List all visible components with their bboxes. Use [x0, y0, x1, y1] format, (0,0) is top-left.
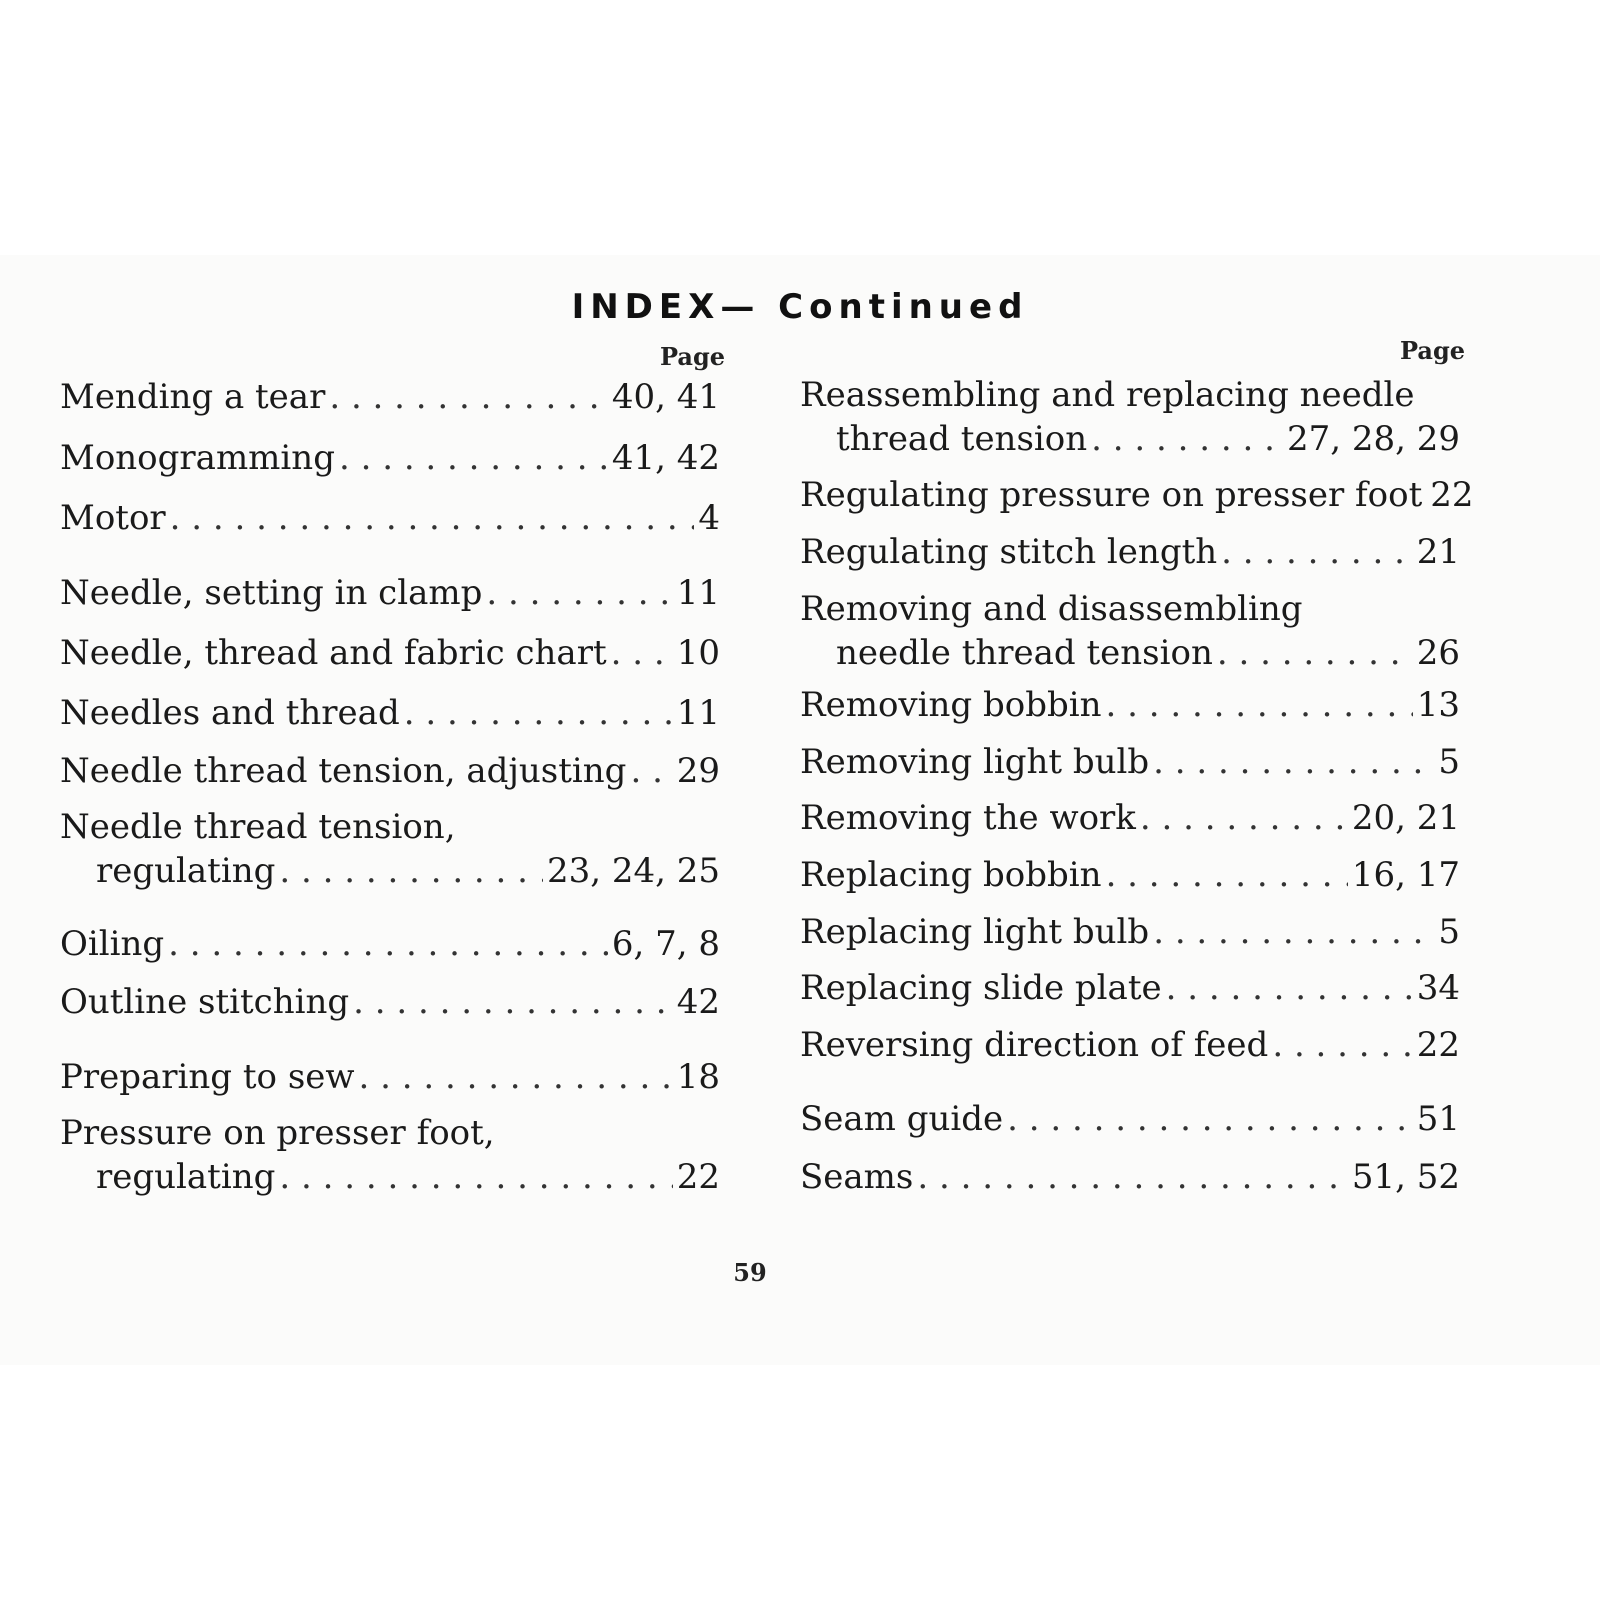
index-entry	[60, 924, 720, 971]
leader-dots	[279, 854, 543, 888]
entry-label: Seam guide	[800, 1099, 1004, 1139]
leader-dots	[404, 696, 673, 730]
entry-label: Motor	[60, 498, 166, 538]
entry-pages: 34	[1416, 968, 1460, 1008]
entry-label: Removing bobbin	[800, 685, 1102, 725]
entry-label: Replacing bobbin	[800, 855, 1102, 895]
entry-label: Needle, setting in clamp	[60, 573, 483, 613]
page-column-heading-left: Page	[660, 342, 726, 371]
leader-dots	[611, 636, 673, 670]
entry-pages: 10	[676, 633, 720, 673]
index-entry	[800, 589, 1460, 680]
leader-dots	[1221, 535, 1413, 569]
entry-pages: 29	[676, 751, 720, 791]
index-entry	[800, 375, 1460, 466]
leader-dots	[1106, 688, 1413, 722]
index-entry	[60, 633, 720, 680]
entry-pages: 26	[1416, 633, 1460, 673]
leader-dots	[1153, 915, 1434, 949]
index-entry	[60, 982, 720, 1029]
page-title: INDEX— Continued	[571, 287, 1029, 327]
entry-pages: 22	[676, 1157, 720, 1197]
entry-label: Seams	[800, 1157, 914, 1197]
entry-pages: 27, 28, 29	[1286, 419, 1460, 459]
entry-pages: 40, 41	[611, 377, 720, 417]
leader-dots	[1091, 422, 1283, 456]
index-entry	[800, 855, 1460, 902]
entry-label: Replacing slide plate	[800, 968, 1162, 1008]
index-entry	[800, 742, 1460, 789]
leader-dots	[1272, 1028, 1412, 1062]
entry-label: Preparing to sew	[60, 1057, 355, 1097]
entry-label: Oiling	[60, 924, 165, 964]
entry-label: Needle, thread and fabric chart	[60, 633, 607, 673]
entry-pages: 42	[676, 982, 720, 1022]
entry-label: Regulating stitch length	[800, 532, 1218, 572]
entry-label: Removing light bulb	[800, 742, 1150, 782]
leader-dots	[1153, 745, 1434, 779]
index-entry	[800, 912, 1460, 959]
entry-label: thread tension	[836, 419, 1088, 459]
leader-dots	[168, 927, 608, 961]
index-entry	[60, 1057, 720, 1104]
entry-pages: 6, 7, 8	[611, 924, 720, 964]
entry-pages: 51	[1416, 1099, 1460, 1139]
entry-pages: 23, 24, 25	[546, 851, 720, 891]
entry-pages: 5	[1438, 912, 1460, 952]
entry-label: Outline stitching	[60, 982, 350, 1022]
index-entry	[60, 807, 720, 898]
entry-pages: 20, 21	[1351, 798, 1460, 838]
entry-pages: 16, 17	[1351, 855, 1460, 895]
index-entry	[800, 475, 1474, 522]
index-entry	[60, 377, 720, 424]
entry-pages: 11	[676, 573, 720, 613]
index-entry	[60, 693, 720, 740]
entry-label: Mending a tear	[60, 377, 326, 417]
index-entry	[60, 498, 720, 545]
entry-label: Monogramming	[60, 438, 335, 478]
index-entry	[800, 1099, 1460, 1146]
entry-pages: 41, 42	[611, 438, 720, 478]
index-entry	[60, 751, 720, 798]
leader-dots	[359, 1060, 673, 1094]
entry-label: Removing the work	[800, 798, 1136, 838]
index-entry	[800, 968, 1460, 1015]
page-column-heading-right: Page	[1400, 336, 1466, 365]
entry-pages: 4	[698, 498, 720, 538]
entry-pages: 21	[1416, 532, 1460, 572]
entry-label-line1: Needle thread tension,	[60, 807, 456, 847]
leader-dots	[353, 985, 673, 1019]
leader-dots	[279, 1160, 672, 1194]
index-entry	[800, 532, 1460, 579]
entry-label: regulating	[96, 1157, 276, 1197]
entry-pages: 22	[1416, 1025, 1460, 1065]
entry-pages: 18	[676, 1057, 720, 1097]
entry-label: regulating	[96, 851, 276, 891]
entry-label: Regulating pressure on presser foot	[800, 475, 1423, 515]
entry-pages: 22	[1430, 475, 1474, 515]
entry-label: Needle thread tension, adjusting	[60, 751, 627, 791]
leader-dots	[170, 501, 695, 535]
entry-label-line1: Pressure on presser foot,	[60, 1113, 495, 1153]
index-entry	[800, 685, 1460, 732]
entry-label-line1: Reassembling and replacing needle	[800, 375, 1415, 415]
leader-dots	[630, 754, 672, 788]
leader-dots	[1007, 1102, 1413, 1136]
index-entry	[800, 1025, 1460, 1072]
leader-dots	[1140, 801, 1348, 835]
entry-label-line1: Removing and disassembling	[800, 589, 1303, 629]
leader-dots	[917, 1160, 1347, 1194]
leader-dots	[1106, 858, 1348, 892]
entry-label: needle thread tension	[836, 633, 1213, 673]
entry-pages: 11	[676, 693, 720, 733]
index-entry	[60, 573, 720, 620]
page-number: 59	[733, 1258, 767, 1287]
index-entry	[800, 1157, 1460, 1204]
entry-pages: 13	[1416, 685, 1460, 725]
leader-dots	[486, 576, 672, 610]
entry-pages: 5	[1438, 742, 1460, 782]
entry-label: Replacing light bulb	[800, 912, 1150, 952]
index-entry	[60, 438, 720, 485]
entry-label: Reversing direction of feed	[800, 1025, 1269, 1065]
entry-label: Needles and thread	[60, 693, 400, 733]
entry-pages: 51, 52	[1351, 1157, 1460, 1197]
leader-dots	[1217, 636, 1413, 670]
index-entry	[800, 798, 1460, 845]
leader-dots	[1166, 971, 1413, 1005]
leader-dots	[339, 441, 608, 475]
index-entry	[60, 1113, 720, 1204]
leader-dots	[329, 380, 608, 414]
